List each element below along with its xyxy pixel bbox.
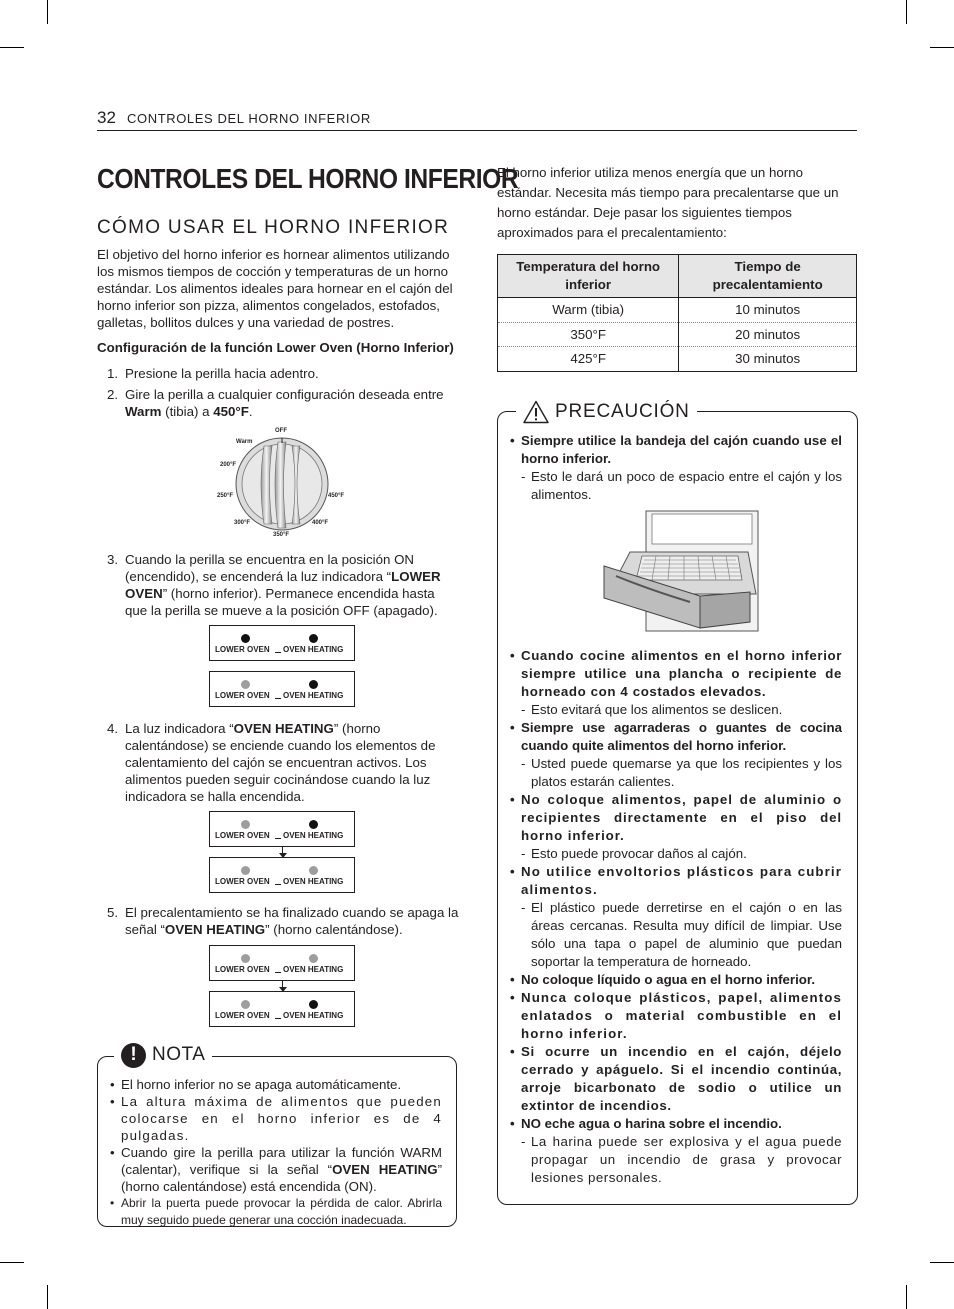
step-1 [97, 365, 459, 382]
lower-oven-light-icon [241, 866, 250, 875]
warning-triangle-icon [523, 400, 549, 424]
preheat-table [497, 254, 857, 372]
lower-oven-light-icon [241, 1000, 250, 1009]
step-2 [97, 386, 459, 420]
step-text: Gire la perilla a cualquier configuración deseada entre Warm (tibia) a 450°F. [125, 387, 444, 419]
table-row [498, 347, 857, 372]
lower-oven-label: LOWER OVEN [215, 965, 270, 974]
page-title: CONTROLES DEL HORNO INFERIOR [97, 163, 519, 194]
separator [275, 884, 281, 885]
caution-heading [516, 398, 697, 426]
table-row [498, 298, 857, 323]
lower-oven-light-icon [241, 634, 250, 643]
caution-item: • No coloque alimentos, papel de aluminio o recipientes directamente en el piso del horno inferior. - Esto puede provocar daños al cajón. [510, 791, 842, 863]
section-title: CÓMO USAR EL HORNO INFERIOR [97, 217, 450, 238]
crop-mark [0, 47, 24, 48]
table-row [498, 322, 857, 347]
lower-oven-label: LOWER OVEN [215, 877, 270, 886]
table-cell: Warm (tibia) [498, 298, 679, 323]
note-item: • Abrir la puerta puede provocar la pérdida de calor. Abrirla muy seguido puede generar una cocción inadecuada. [110, 1195, 442, 1228]
table-cell: 20 minutos [679, 322, 857, 347]
dial-label-off: OFF [275, 428, 287, 434]
dial-label-450: 450°F [328, 493, 345, 499]
crop-mark [47, 0, 48, 24]
caution-item: • Siempre utilice la bandeja del cajón cuando use el horno inferior. - Esto le dará un poco de espacio entre el cajón y los alimentos. [510, 432, 842, 504]
lower-oven-label: LOWER OVEN [215, 645, 270, 654]
oven-knob-illustration [214, 426, 350, 542]
intro-paragraph: El objetivo del horno inferior es hornear alimentos utilizando los mismos tiempos de cocción y temperaturas de un horno estándar. Los alimentos ideales para hornear en el cajón del horno inferior son pizza, alimentos congelados, estofados, galletas, bollitos dulces y una variedad de postres. [97, 247, 453, 330]
caution-item: • No coloque líquido o agua en el horno inferior. [510, 971, 842, 989]
oven-heating-label: OVEN HEATING [283, 877, 344, 886]
oven-heating-light-icon [309, 820, 318, 829]
lower-oven-label: LOWER OVEN [215, 691, 270, 700]
oven-heating-label: OVEN HEATING [283, 645, 344, 654]
oven-heating-label: OVEN HEATING [283, 831, 344, 840]
step-5 [97, 904, 459, 938]
table-cell: 10 minutos [679, 298, 857, 323]
indicator-state [209, 991, 355, 1027]
running-header-title: CONTROLES DEL HORNO INFERIOR [127, 111, 371, 126]
note-item: • El horno inferior no se apaga automáticamente. [110, 1076, 442, 1093]
exclamation-circle-icon: ! [121, 1043, 146, 1068]
lower-oven-label: LOWER OVEN [215, 831, 270, 840]
step-number: 4. [107, 721, 119, 736]
table-cell: 30 minutos [679, 347, 857, 372]
crop-mark [47, 1285, 48, 1309]
indicator-state [209, 671, 355, 707]
lower-oven-label: LOWER OVEN [215, 1011, 270, 1020]
crop-mark [930, 47, 954, 48]
caution-item: • Nunca coloque plásticos, papel, alimentos enlatados o material combustible en el horno inferior. [510, 989, 842, 1043]
page-header [97, 108, 857, 131]
separator [275, 652, 281, 653]
oven-heating-light-icon [309, 680, 318, 689]
indicator-state [209, 857, 355, 893]
step-number: 3. [107, 552, 119, 567]
dial-label-400: 400°F [312, 520, 329, 526]
separator [275, 1018, 281, 1019]
caution-item: • Cuando cocine alimentos en el horno inferior siempre utilice una plancha o recipiente de horneado con 4 costados elevados. - Esto evitará que los alimentos se deslicen. [510, 647, 842, 719]
note-list [110, 1076, 442, 1228]
separator [275, 838, 281, 839]
oven-heating-light-icon [309, 866, 318, 875]
table-cell: 425°F [498, 347, 679, 372]
caution-item: • Si ocurre un incendio en el cajón, déjelo cerrado y apáguelo. Si el incendio continúa, arroje bicarbonato de sodio o utilice un extintor de incendios. [510, 1043, 842, 1115]
crop-mark [906, 1285, 907, 1309]
indicator-state [209, 945, 355, 981]
caution-item: • Siempre use agarraderas o guantes de cocina cuando quite alimentos del horno inferior. - Usted puede quemarse ya que los recipientes y los platos estarán calientes. [510, 719, 842, 791]
dial-label-300: 300°F [234, 520, 251, 526]
dial-label-200: 200°F [220, 462, 237, 468]
caution-list-top [510, 432, 842, 504]
crop-mark [0, 1262, 24, 1263]
caution-list [510, 647, 842, 1187]
step-number: 5. [107, 905, 119, 920]
drawer-with-tray-illustration [600, 510, 760, 635]
oven-heating-label: OVEN HEATING [283, 691, 344, 700]
indicator-state [209, 625, 355, 661]
step-number: 1. [107, 366, 119, 381]
separator [275, 698, 281, 699]
note-item: • La altura máxima de alimentos que pueden colocarse en el horno inferior es de 4 pulgadas. [110, 1093, 442, 1144]
crop-mark [930, 1262, 954, 1263]
table-cell: 350°F [498, 322, 679, 347]
table-header-row [498, 255, 857, 298]
oven-heating-light-icon [309, 954, 318, 963]
note-heading [114, 1040, 212, 1070]
step-text: La luz indicadora “OVEN HEATING” (horno calentándose) se enciende cuando los elementos de calentamiento del cajón se encuentran activos. Los alimentos pueden seguir cocinándose cuando la luz indicadora se halla encendida. [125, 721, 436, 804]
indicator-state [209, 811, 355, 847]
step-text: Presione la perilla hacia adentro. [125, 366, 319, 381]
oven-heating-label: OVEN HEATING [283, 965, 344, 974]
step-3 [97, 551, 459, 619]
page-number: 32 [97, 108, 116, 127]
config-subheading: Configuración de la función Lower Oven (Horno Inferior) [97, 340, 454, 355]
caution-item: • NO eche agua o harina sobre el incendio. - La harina puede ser explosiva y el agua puede propagar un incendio de grasa y provocar lesiones personales. [510, 1115, 842, 1187]
caution-title: PRECAUCIÓN [555, 401, 690, 422]
step-number: 2. [107, 387, 119, 402]
separator [275, 972, 281, 973]
indicator-panel-step3 [209, 625, 355, 707]
lower-oven-light-icon [241, 954, 250, 963]
oven-heating-label: OVEN HEATING [283, 1011, 344, 1020]
lower-oven-light-icon [241, 820, 250, 829]
oven-heating-light-icon [309, 1000, 318, 1009]
drawer-icon [600, 510, 760, 635]
note-item: • Cuando gire la perilla para utilizar la función WARM (calentar), verifique si la señal “OVEN HEATING” (horno calentándose) está encendida (ON). [110, 1144, 442, 1195]
caution-item: • No utilice envoltorios plásticos para cubrir alimentos. - El plástico puede derretirse en el cajón o en las áreas cercanas. Resulta muy difícil de limpiar. Use sólo una tapa o papel de aluminio que puedan soportar la temperatura de horneado. [510, 863, 842, 971]
step-text: El precalentamiento se ha finalizado cuando se apaga la señal “OVEN HEATING” (horno calentándose). [125, 905, 459, 937]
dial-label-250: 250°F [217, 493, 234, 499]
dial-label-350: 350°F [273, 532, 290, 538]
table-header-time: Tiempo de precalentamiento [679, 255, 857, 298]
indicator-panel-step4 [209, 811, 355, 893]
dial-label-warm: Warm [236, 439, 253, 445]
oven-heating-light-icon [309, 634, 318, 643]
table-header-temperature: Temperatura del horno inferior [498, 255, 679, 298]
step-text: Cuando la perilla se encuentra en la posición ON (encendido), se encenderá la luz indicadora “LOWER OVEN” (horno inferior). Permanece encendida hasta que la perilla se mueve a la posición OFF (apagado). [125, 552, 441, 618]
lower-oven-light-icon [241, 680, 250, 689]
indicator-panel-step5 [209, 945, 355, 1027]
note-title: NOTA [152, 1044, 206, 1065]
preheat-intro: El horno inferior utiliza menos energía que un horno estándar. Necesita más tiempo para precalentarse que un horno estándar. Deje pasar los siguientes tiempos aproximados para el precalentamiento: [497, 165, 839, 240]
crop-mark [906, 0, 907, 24]
step-4 [97, 720, 459, 805]
